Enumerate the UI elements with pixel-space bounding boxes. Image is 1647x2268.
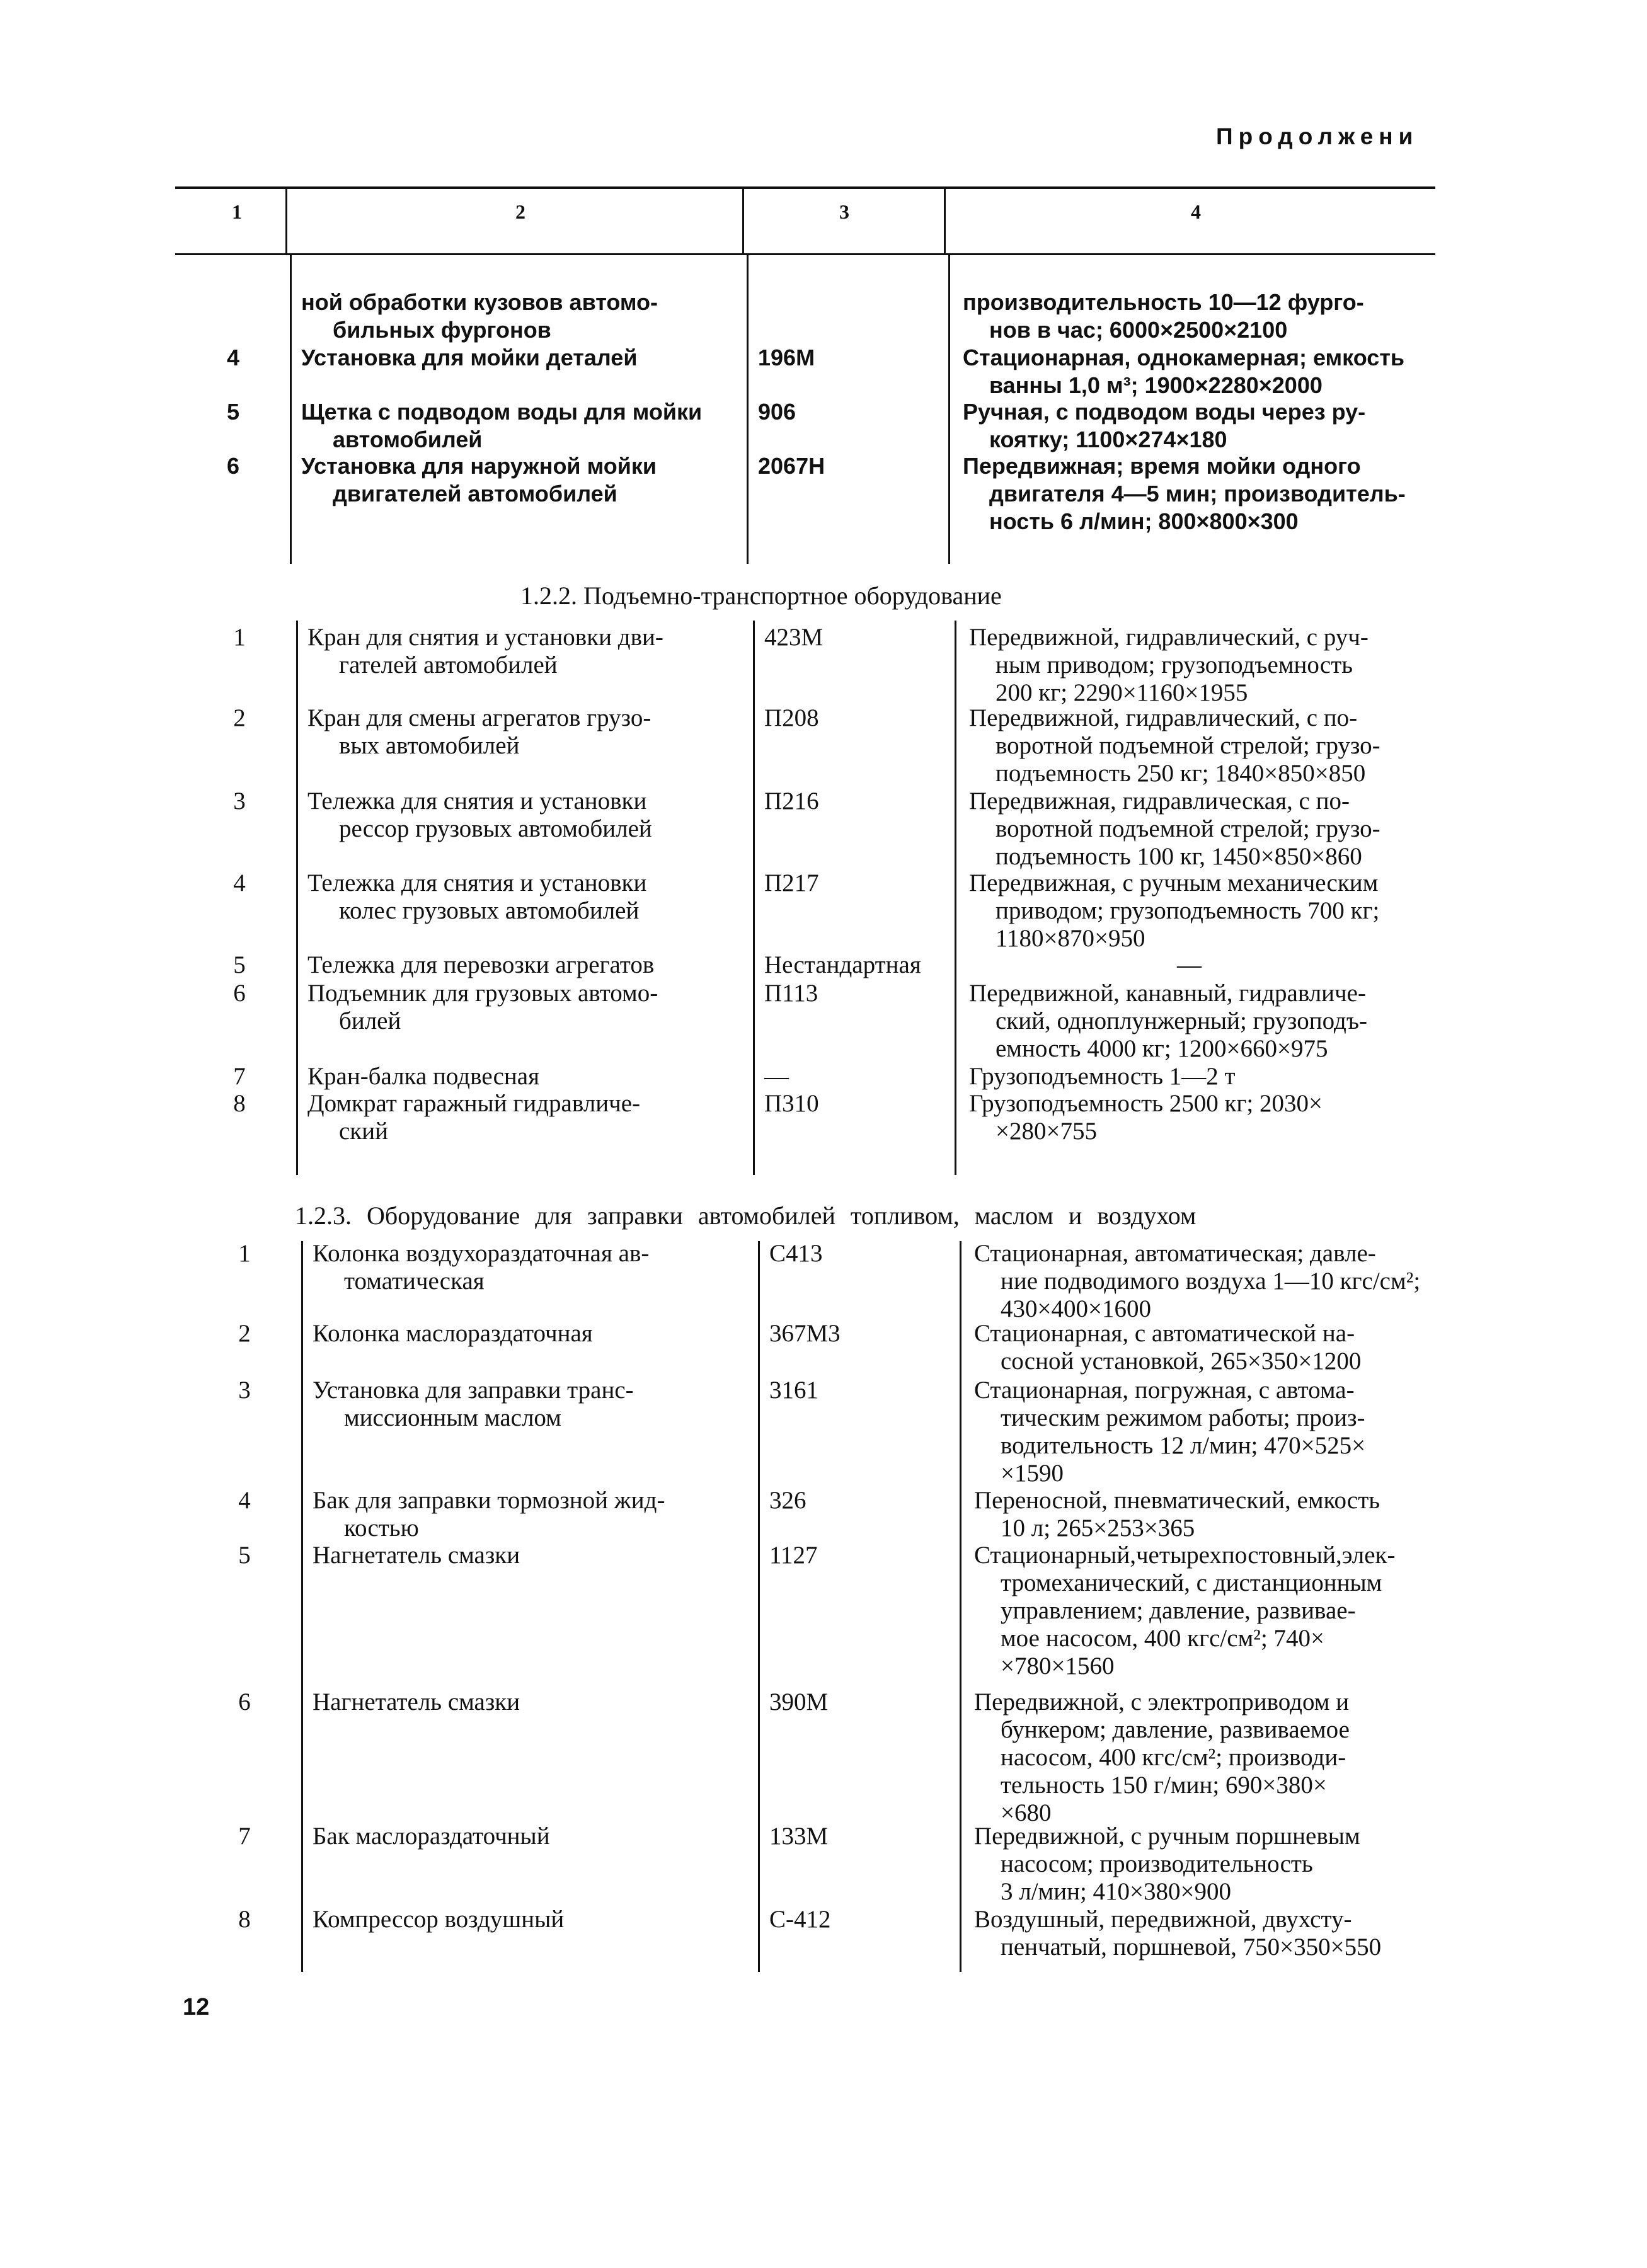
equipment-name — [307, 1090, 749, 1145]
specification-line: тромеханический, с дистанционным — [1001, 1569, 1382, 1596]
model-number: С413 — [769, 1240, 823, 1267]
equipment-name-line: Установка для заправки транс- — [313, 1377, 634, 1404]
specification-line: 200 кг; 2290×1160×1955 — [996, 679, 1248, 706]
equipment-name-line: ной обработки кузовов автомо- — [301, 289, 658, 315]
row-number: 4 — [233, 869, 246, 896]
equipment-name-line: миссионным маслом — [344, 1404, 561, 1431]
specification-line: Передвижной, канавный, гидравличе- — [969, 980, 1366, 1007]
equipment-name-line: Колонка воздухораздаточная ав- — [313, 1240, 650, 1267]
specification-line: 3 л/мин; 410×380×900 — [1001, 1878, 1232, 1905]
table-header-rule — [175, 253, 1435, 255]
equipment-name-line: рессор грузовых автомобилей — [339, 815, 652, 842]
specification — [963, 344, 1448, 399]
section3-divider-3 — [960, 1241, 961, 1972]
specification-line: 430×400×1600 — [1001, 1295, 1151, 1322]
model-number: П208 — [764, 704, 819, 731]
section-title-122: 1.2.2. Подъемно-транспортное оборудование — [520, 581, 1002, 610]
specification-line: Передвижной, с ручным поршневым — [974, 1823, 1360, 1850]
page-number: 12 — [183, 1994, 210, 2020]
specification-line: емность 4000 кг; 1200×660×975 — [996, 1035, 1328, 1062]
model-number: 390М — [769, 1688, 829, 1715]
row-number: 2 — [238, 1320, 251, 1347]
row-number: 1 — [233, 624, 246, 651]
model-number: 423М — [764, 624, 824, 651]
specification-line: Передвижная, с ручным механическим — [969, 869, 1379, 896]
specification-line: приводом; грузоподъемность 700 кг; — [996, 897, 1380, 924]
equipment-name — [313, 1240, 754, 1295]
specification-line: Ручная, с подводом воды через ру- — [963, 399, 1366, 425]
header-divider-2 — [742, 186, 744, 255]
specification-line: ние подводимого воздуха 1—10 кгс/см²; — [1001, 1268, 1421, 1295]
section1-divider-3 — [948, 255, 950, 564]
model-number: С-412 — [769, 1906, 831, 1933]
row-number: 5 — [226, 399, 240, 425]
model-number: 196М — [758, 345, 815, 370]
specification-line: подъемность 100 кг, 1450×850×860 — [996, 843, 1362, 870]
specification-line: тическим режимом работы; произ- — [1001, 1404, 1365, 1431]
specification — [963, 398, 1448, 454]
equipment-name-line: Домкрат гаражный гидравличе- — [307, 1090, 641, 1117]
equipment-name — [307, 951, 749, 979]
equipment-name — [307, 1063, 749, 1091]
specification-line: Передвижной, с электроприводом и — [974, 1688, 1350, 1715]
specification — [974, 1688, 1459, 1827]
column-header-3: 3 — [839, 200, 849, 223]
specification — [974, 1542, 1459, 1680]
header-divider-3 — [944, 186, 946, 255]
specification-line: пенчатый, поршневой, 750×350×550 — [1001, 1933, 1382, 1961]
equipment-name — [307, 869, 749, 925]
specification-line: ванны 1,0 м³; 1900×2280×2000 — [989, 372, 1323, 398]
model-number: 3161 — [769, 1377, 818, 1404]
equipment-name-line: Щетка с подводом воды для мойки — [301, 399, 703, 425]
row-number: 6 — [233, 980, 246, 1007]
specification-line: воротной подъемной стрелой; грузо- — [996, 815, 1380, 842]
equipment-name — [301, 398, 742, 454]
row-number: 7 — [233, 1063, 246, 1090]
specification-line: ×780×1560 — [1001, 1652, 1115, 1680]
equipment-name-line: двигателей автомобилей — [333, 481, 617, 507]
specification-line: Стационарная, погружная, с автома- — [974, 1377, 1355, 1404]
equipment-name-line: Тележка для снятия и установки — [307, 869, 647, 896]
equipment-name — [313, 1823, 754, 1850]
model-number: 1127 — [769, 1542, 818, 1569]
column-header-2: 2 — [515, 200, 525, 223]
specification-line: двигателя 4—5 мин; производитель- — [989, 481, 1406, 507]
row-number: 6 — [226, 453, 240, 479]
specification-line: тельность 150 г/мин; 690×380× — [1001, 1772, 1327, 1799]
equipment-name-line: Кран-балка подвесная — [307, 1063, 540, 1090]
specification-line: производительность 10—12 фурго- — [963, 289, 1364, 315]
equipment-name — [301, 344, 742, 372]
equipment-name — [313, 1906, 754, 1933]
row-number: 6 — [238, 1688, 251, 1715]
equipment-name — [307, 788, 749, 843]
equipment-name-line: билей — [339, 1007, 401, 1034]
specification-line: ×680 — [1001, 1799, 1052, 1826]
specification-line: Передвижная, гидравлическая, с по- — [969, 788, 1350, 815]
equipment-name-line: Кран для снятия и установки дви- — [307, 624, 663, 651]
specification-line: ×280×755 — [996, 1118, 1097, 1145]
table-top-rule — [175, 186, 1435, 189]
specification-line: подъемность 250 кг; 1840×850×850 — [996, 760, 1366, 787]
equipment-name-line: Тележка для перевозки агрегатов — [307, 951, 655, 978]
specification-line: 10 л; 265×253×365 — [1001, 1515, 1195, 1542]
specification-line: сосной установкой, 265×350×1200 — [1001, 1348, 1362, 1375]
equipment-name-line: гателей автомобилей — [339, 651, 558, 679]
specification — [969, 951, 1454, 979]
specification-line: — — [1177, 951, 1202, 978]
model-number: 326 — [769, 1487, 806, 1514]
model-number: 906 — [758, 399, 796, 425]
equipment-name-line: автомобилей — [333, 427, 483, 452]
specification-line: управлением; давление, развивае- — [1001, 1597, 1356, 1624]
equipment-name-line: Установка для мойки деталей — [301, 345, 638, 370]
specification-line: Стационарная, автоматическая; давле- — [974, 1240, 1376, 1267]
equipment-name-line: Нагнетатель смазки — [313, 1688, 520, 1715]
model-number: П310 — [764, 1090, 819, 1117]
specification-line: мое насосом, 400 кгс/см²; 740× — [1001, 1625, 1325, 1652]
continued-label: Продолжени — [1216, 123, 1419, 149]
equipment-name-line: Бак для заправки тормозной жид- — [313, 1487, 665, 1514]
specification-line: насосом, 400 кгс/см²; производи- — [1001, 1744, 1346, 1771]
row-number: 3 — [238, 1377, 251, 1404]
equipment-name — [313, 1320, 754, 1348]
equipment-name — [313, 1487, 754, 1542]
equipment-name-line: колес грузовых автомобилей — [339, 897, 640, 924]
row-number: 8 — [238, 1906, 251, 1933]
model-number: П217 — [764, 869, 819, 896]
equipment-name — [307, 980, 749, 1035]
specification-line: ность 6 л/мин; 800×800×300 — [989, 508, 1299, 534]
specification — [969, 624, 1454, 707]
specification-line: Передвижной, гидравлический, с по- — [969, 704, 1358, 731]
equipment-name-line: Установка для наружной мойки — [301, 453, 657, 479]
model-number: — — [764, 1063, 789, 1090]
section-title-123: 1.2.3. Оборудование для заправки автомобилей топливом, маслом и воздухом — [295, 1201, 1197, 1230]
specification-line: ×1590 — [1001, 1460, 1064, 1487]
specification — [974, 1823, 1459, 1906]
specification — [969, 1090, 1454, 1145]
row-number: 3 — [233, 788, 246, 815]
specification — [963, 452, 1448, 536]
specification-line: Стационарная, с автоматической на- — [974, 1320, 1355, 1347]
column-header-4: 4 — [1191, 200, 1201, 223]
specification-line: ным приводом; грузоподъемность — [996, 651, 1353, 679]
equipment-name-line: Тележка для снятия и установки — [307, 788, 647, 815]
specification — [969, 788, 1454, 871]
model-number: П216 — [764, 788, 819, 815]
section3-divider-2 — [758, 1241, 760, 1972]
specification-line: водительность 12 л/мин; 470×525× — [1001, 1432, 1366, 1459]
specification — [974, 1320, 1459, 1375]
specification-line: Стационарный,четырехпостовный,элек- — [974, 1542, 1396, 1569]
section2-divider-2 — [753, 621, 755, 1175]
specification-line: Передвижная; время мойки одного — [963, 453, 1361, 479]
equipment-name-line: Колонка маслораздаточная — [313, 1320, 593, 1347]
row-number: 5 — [233, 951, 246, 978]
equipment-name — [313, 1542, 754, 1569]
equipment-name-line: Нагнетатель смазки — [313, 1542, 520, 1569]
model-number: 2067Н — [758, 453, 825, 479]
specification — [963, 289, 1448, 344]
specification — [969, 1063, 1454, 1091]
header-divider-1 — [285, 186, 287, 255]
specification — [974, 1906, 1459, 1961]
specification-line: Грузоподъемность 2500 кг; 2030× — [969, 1090, 1323, 1117]
row-number: 4 — [238, 1487, 251, 1514]
equipment-name — [307, 624, 749, 679]
specification-line: бункером; давление, развиваемое — [1001, 1716, 1350, 1743]
specification-line: Передвижной, гидравлический, с руч- — [969, 624, 1369, 651]
section1-divider-1 — [290, 255, 292, 564]
specification-line: Воздушный, передвижной, двухсту- — [974, 1906, 1352, 1933]
section2-divider-1 — [296, 621, 298, 1175]
equipment-name-line: Компрессор воздушный — [313, 1906, 565, 1933]
specification-line: воротной подъемной стрелой; грузо- — [996, 732, 1380, 759]
row-number: 4 — [226, 345, 240, 370]
specification — [974, 1377, 1459, 1487]
equipment-name-line: вых автомобилей — [339, 732, 520, 759]
equipment-name — [301, 289, 742, 344]
equipment-name-line: Кран для смены агрегатов грузо- — [307, 704, 651, 731]
row-number: 1 — [238, 1240, 251, 1267]
equipment-name-line: Подъемник для грузовых автомо- — [307, 980, 658, 1007]
model-number: П113 — [764, 980, 818, 1007]
specification-line: Стационарная, однокамерная; емкость — [963, 345, 1404, 370]
section1-divider-2 — [747, 255, 749, 564]
model-number: 367М3 — [769, 1320, 841, 1347]
equipment-name-line: бильных фургонов — [333, 317, 551, 343]
equipment-name — [301, 452, 742, 508]
section2-divider-3 — [955, 621, 956, 1175]
equipment-name-line: ский — [339, 1118, 388, 1145]
model-number: 133М — [769, 1823, 829, 1850]
equipment-name-line: Бак маслораздаточный — [313, 1823, 550, 1850]
row-number: 8 — [233, 1090, 246, 1117]
column-header-1: 1 — [232, 200, 242, 223]
specification-line: ский, одноплунжерный; грузоподъ- — [996, 1007, 1367, 1034]
specification — [969, 869, 1454, 953]
specification-line: насосом; производительность — [1001, 1850, 1313, 1877]
specification — [969, 704, 1454, 788]
row-number: 5 — [238, 1542, 251, 1569]
equipment-name — [313, 1377, 754, 1432]
specification — [974, 1240, 1459, 1323]
equipment-name — [313, 1688, 754, 1716]
row-number: 2 — [233, 704, 246, 731]
specification — [969, 980, 1454, 1063]
equipment-name-line: томатическая — [344, 1268, 485, 1295]
section3-divider-1 — [301, 1241, 303, 1972]
specification-line: коятку; 1100×274×180 — [989, 427, 1227, 452]
specification-line: Переносной, пневматический, емкость — [974, 1487, 1380, 1514]
row-number: 7 — [238, 1823, 251, 1850]
specification — [974, 1487, 1459, 1542]
specification-line: 1180×870×950 — [996, 925, 1145, 952]
specification-line: нов в час; 6000×2500×2100 — [989, 317, 1288, 343]
model-number: Нестандартная — [764, 951, 921, 978]
specification-line: Грузоподъемность 1—2 т — [969, 1063, 1236, 1090]
equipment-name-line: костью — [344, 1515, 419, 1542]
equipment-name — [307, 704, 749, 760]
